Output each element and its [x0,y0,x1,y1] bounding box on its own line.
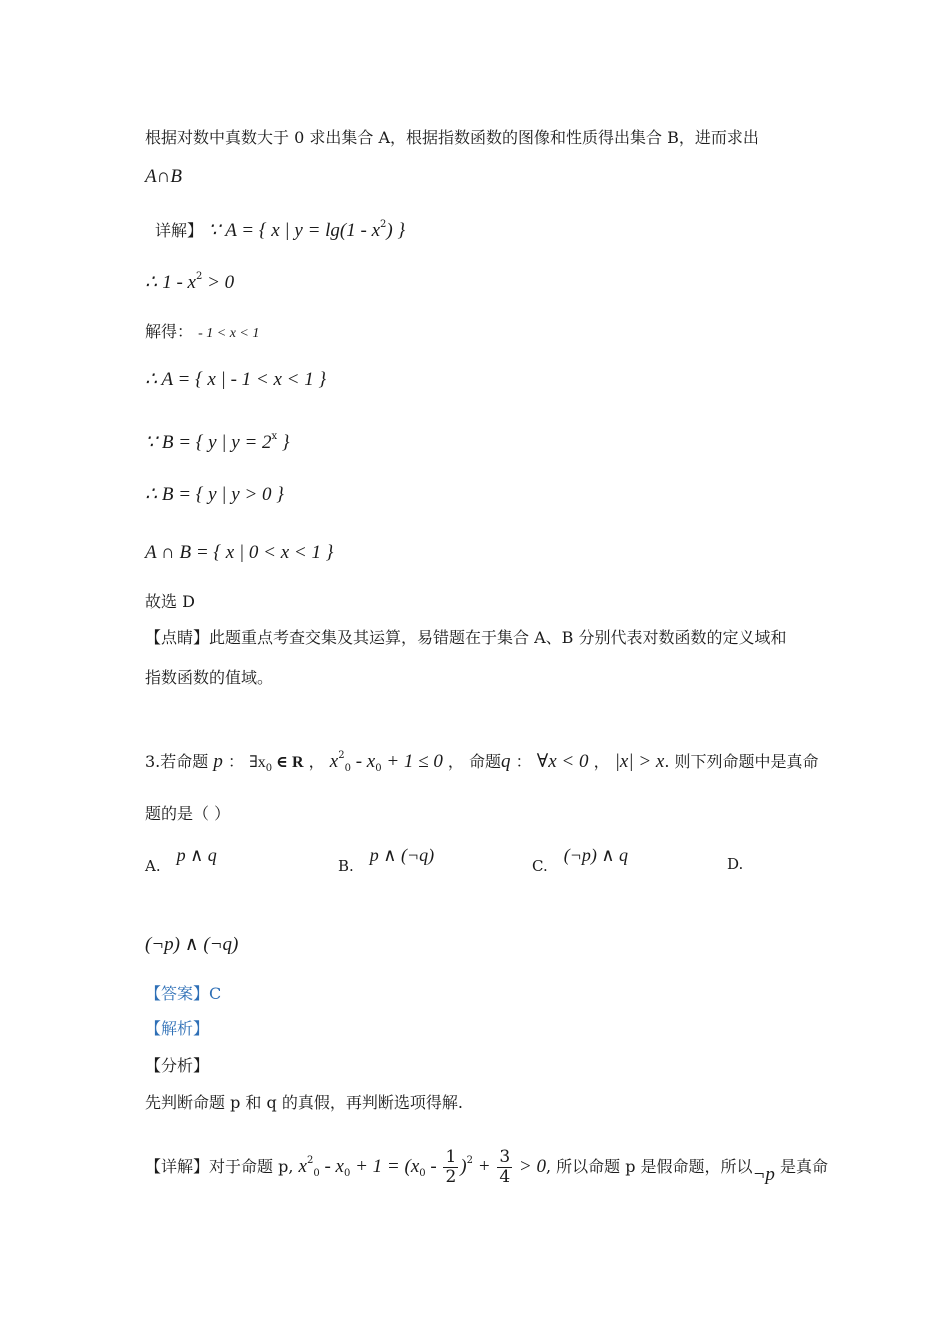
intro-line-2-math: A∩B [145,166,182,187]
solve-line [145,322,259,344]
q3-forall: ∀x < 0 [536,751,589,772]
q3-comma1: ， [308,752,325,771]
detail2-line [145,1148,828,1187]
analysis-text: 先判断命题 p 和 q 的真假，再判断选项得解. [145,1093,463,1112]
q3-cond-sub: 0 [344,763,351,774]
detail2-paren-x-sub: 0 [419,1168,426,1179]
question-3-line-2: 题的是（ ） [145,804,231,823]
solve-label: 解得： [145,322,194,341]
detail2-minus: - [425,1156,442,1177]
comment-line-2: 指数函数的值域。 [145,668,274,687]
detail2-minus-x: - x [319,1156,344,1177]
detail2-x: x [298,1156,307,1177]
detail-because: ∵ [208,220,221,241]
detail-label: 详解】 [155,221,204,240]
option-D-label: D. [727,855,744,873]
q3-colon2: ： [515,752,532,771]
detail2-x-sup: 2 [306,1155,314,1166]
fraction-one-half [443,1148,458,1187]
answer-line: 【答案】C [145,984,222,1003]
question-3-line-1 [145,746,819,779]
frac2-num: 3 [499,1147,511,1167]
detail2-tail: 是真命 [774,1157,828,1176]
fraction-three-quarters [497,1148,512,1187]
A-result: ∴ A = { x | - 1 < x < 1 } [145,369,327,390]
option-B-math: p ∧ (¬q) [369,845,435,865]
detail2-plus: + [472,1156,496,1177]
q3-colon1: ： [227,752,244,771]
q3-cond-rest-sub: 0 [375,763,382,774]
q3-cond-x: x [329,751,339,772]
detail2-text: , 所以命题 p 是假命题，所以 [545,1157,753,1176]
detail2-plus-one: + 1 = (x [350,1156,420,1177]
frac1-den: 2 [445,1167,457,1187]
detail2-square: 2 [466,1155,473,1166]
therefore-symbol: ∴ [145,272,158,293]
detail-line [155,215,405,241]
therefore-end: > 0 [202,272,235,293]
option-D-math: (¬p) ∧ (¬q) [145,934,239,955]
q3-exists-sub: 0 [265,763,273,774]
detail-A-sup: 2 [380,219,387,230]
q3-cond-sup: 2 [338,750,345,761]
detail2-close-paren: ) [460,1156,467,1177]
q3-in-R: ∈ R [272,754,304,771]
option-A-label: A. [145,857,161,875]
q3-cond-rest: - x [350,751,376,772]
AB-result: A ∩ B = { x | 0 < x < 1 } [145,542,334,563]
frac1-num: 1 [445,1147,457,1167]
intro-line-1: 根据对数中真数大于 0 求出集合 A，根据指数函数的图像和性质得出集合 B，进而求出 [145,128,759,147]
option-B [338,845,435,876]
q3-p: p [213,751,223,772]
q3-comma2: ， [447,752,464,771]
q3-number: 3.若命题 [145,752,209,771]
detail2-not-p: ¬p [752,1164,775,1185]
comment-line-1: 【点睛】此题重点考查交集及其运算，易错题在于集合 A、B 分别代表对数函数的定义域和 [145,628,787,647]
option-B-label: B. [338,857,354,875]
option-C-label: C. [532,857,548,875]
detail-A-def: A = { x | y = lg(1 - x [225,220,381,241]
detail2-label: 【详解】对于命题 p, [145,1157,294,1176]
B-def-end: } [277,432,290,453]
therefore-math: 1 - x [162,272,196,293]
B-def-sup: x [271,431,278,442]
choose-line: 故选 D [145,592,195,611]
frac2-den: 4 [499,1167,511,1187]
option-A [145,845,217,876]
q3-comma3: ， [593,752,610,771]
q3-prop-q: 命题 [469,752,502,771]
detail2-gt-zero: > 0 [514,1156,546,1177]
analysis-sub-label: 【分析】 [145,1056,210,1075]
option-A-math: p ∧ q [176,845,217,865]
B-def: ∵ B = { y | y = 2 [145,432,272,453]
therefore-sup: 2 [195,271,203,282]
q3-cond-end: + 1 ≤ 0 [381,751,443,772]
option-D [727,855,743,873]
detail2-x-sub: 0 [313,1168,320,1179]
q3-q: q [501,751,511,772]
q3-abs: |x| > x [614,751,665,772]
B-def-line [145,427,290,453]
q3-exists: ∃x [249,754,266,771]
q3-tail: . 则下列命题中是真命 [664,752,819,771]
detail2-minus-x-sub: 0 [343,1168,351,1179]
option-C-math: (¬p) ∧ q [563,845,629,865]
therefore-line-1 [145,267,234,293]
option-C [532,845,629,876]
solve-math: - 1 < x < 1 [198,326,260,341]
analysis-label: 【解析】 [145,1019,210,1038]
B-result: ∴ B = { y | y > 0 } [145,484,284,505]
detail-A-end: ) } [386,220,406,241]
